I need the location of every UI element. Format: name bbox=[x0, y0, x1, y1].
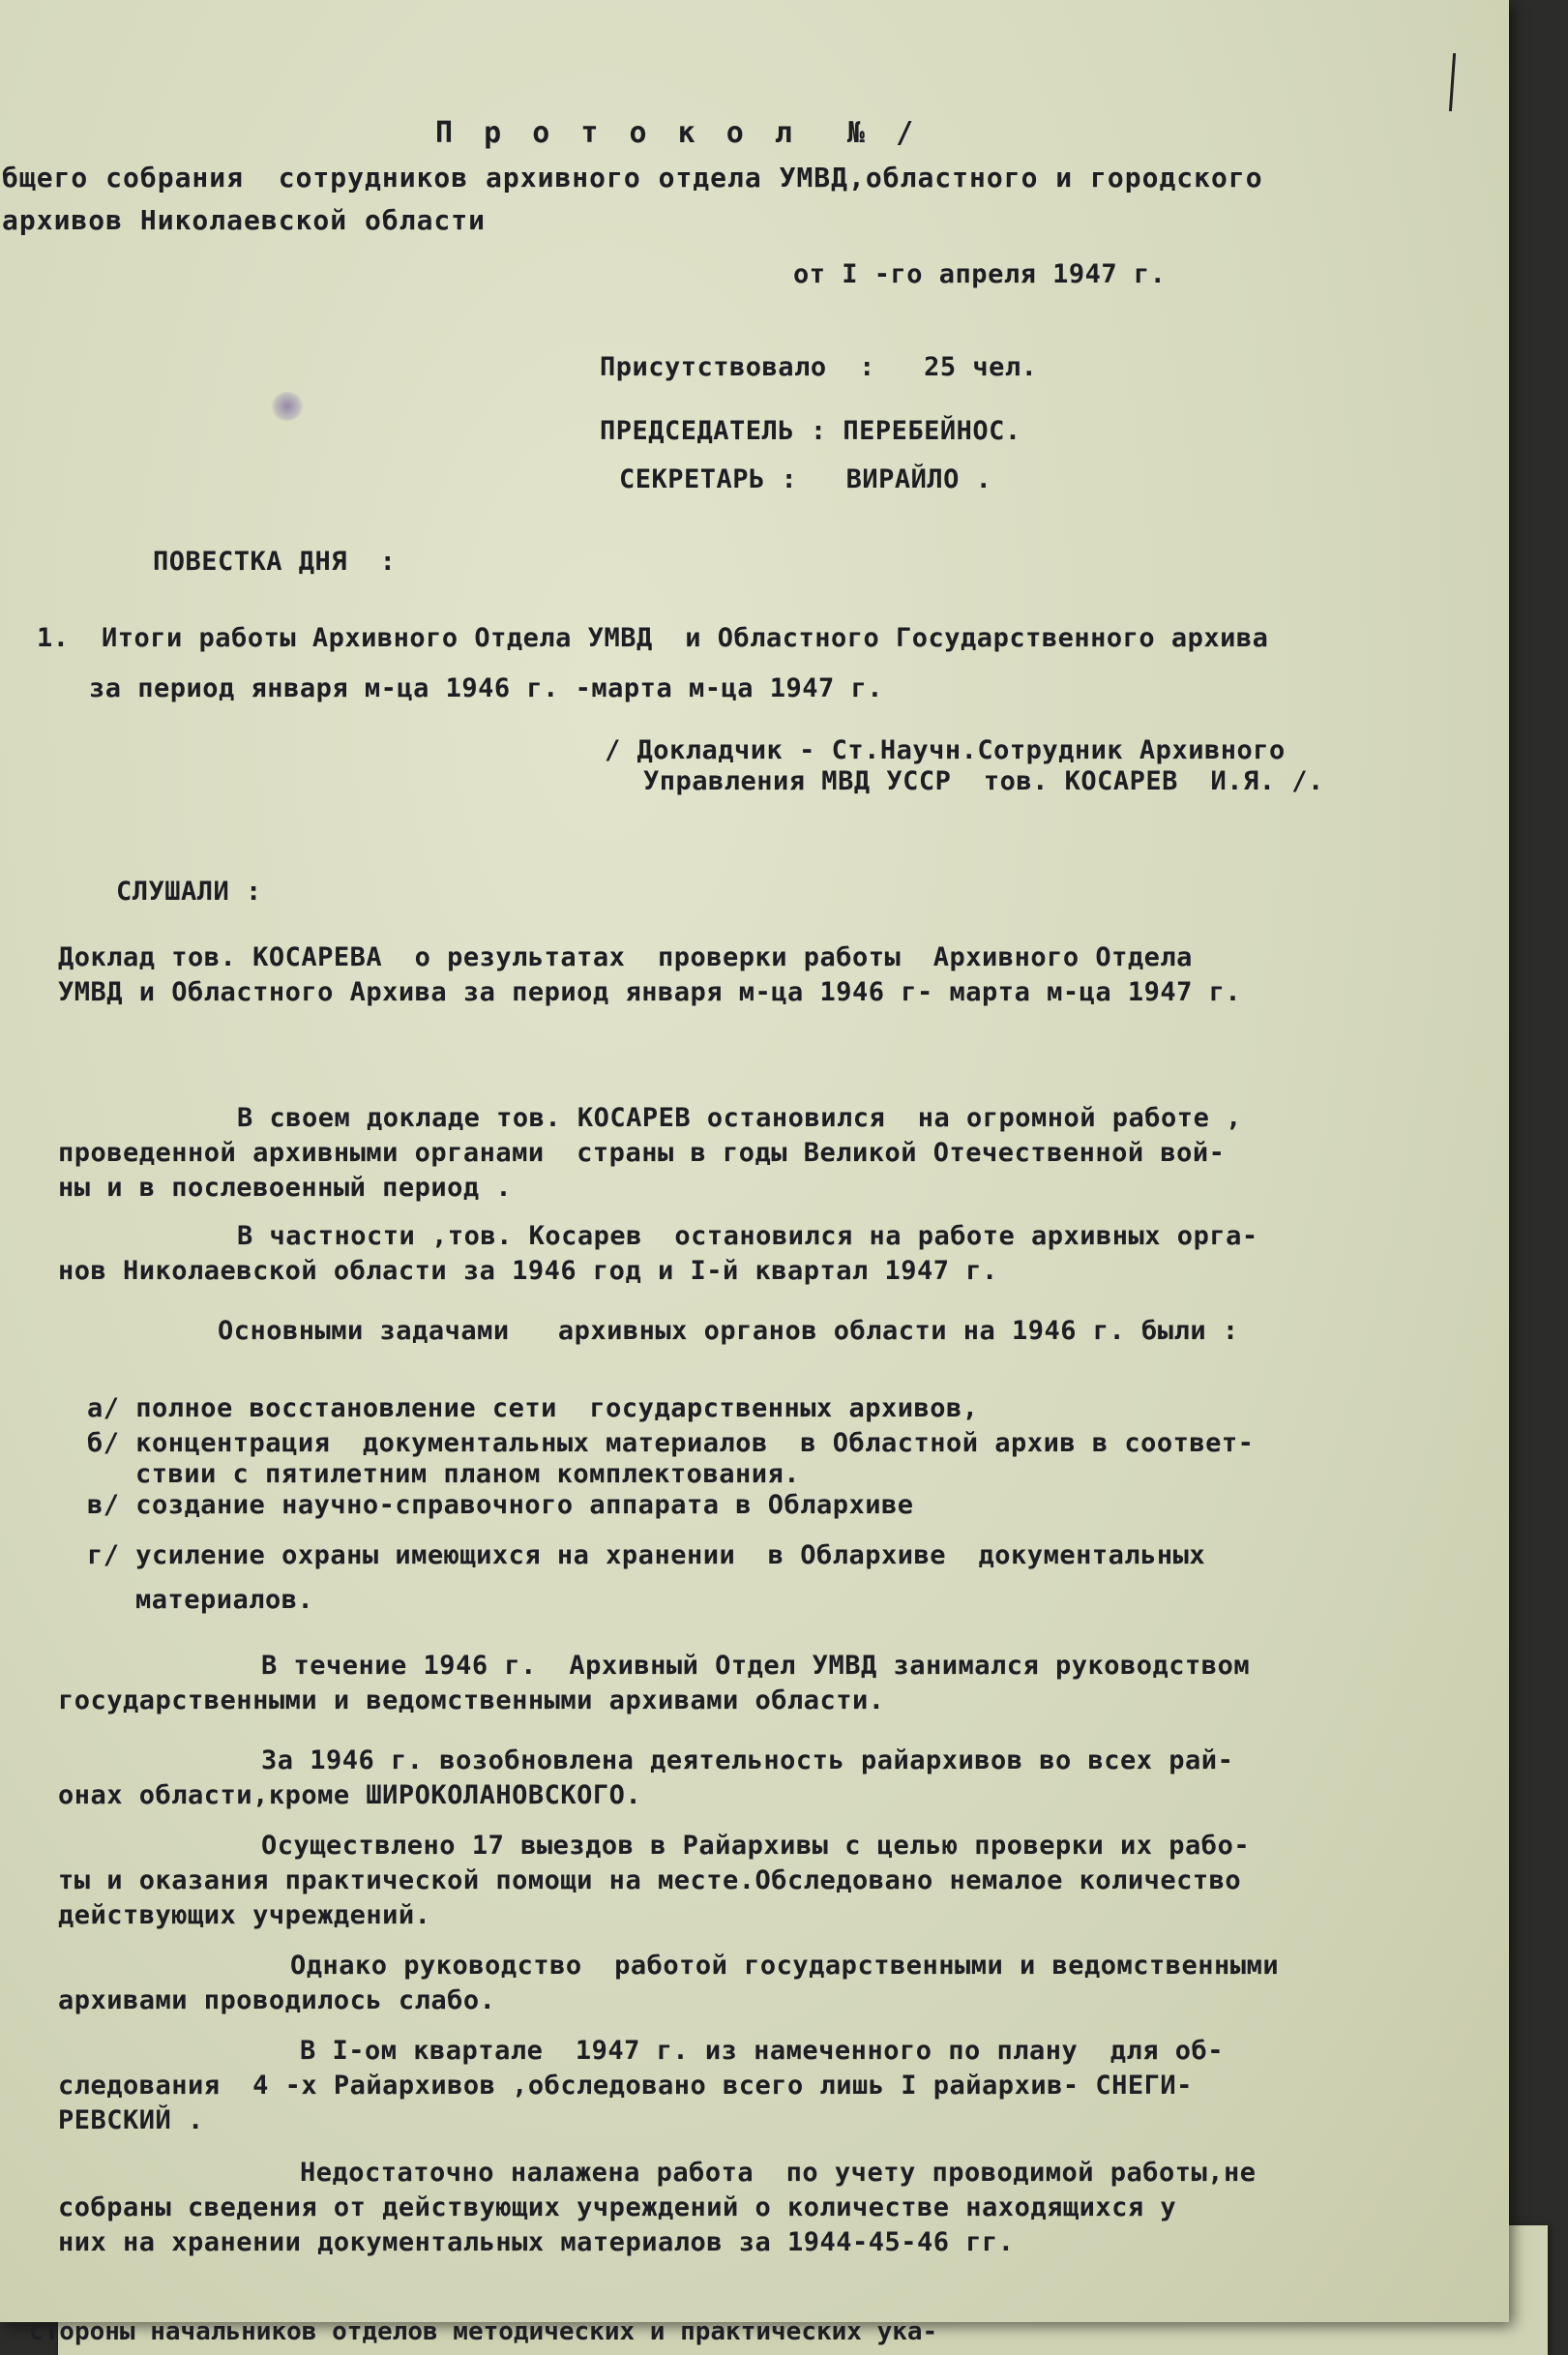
body-line: РЕВСКИЙ . bbox=[58, 2105, 204, 2135]
agenda-item-1-line-2: за период января м-ца 1946 г. -марта м-ца 1947 г. bbox=[89, 673, 884, 703]
cut-off-bottom-line: стороны начальников отделов методических и практических ука- bbox=[29, 2317, 938, 2346]
body-line: В частности ,тов. Косарев остановился на работе архивных орга- bbox=[237, 1221, 1258, 1251]
body-line: них на хранении документальных материалов за 1944-45-46 гг. bbox=[58, 2227, 1015, 2257]
document-title: П р о т о к о л № / bbox=[435, 116, 921, 150]
agenda-item-1-line-1: 1. Итоги работы Архивного Отдела УМВД и Областного Государственного архива bbox=[37, 623, 1269, 653]
body-line: действующих учреждений. bbox=[58, 1900, 431, 1930]
ink-smudge bbox=[271, 392, 304, 421]
body-line: В течение 1946 г. Архивный Отдел УМВД занимался руководством bbox=[261, 1651, 1251, 1681]
body-line: Осуществлено 17 выездов в Райархивы с целью проверки их рабо- bbox=[261, 1831, 1251, 1861]
pen-mark bbox=[1449, 53, 1456, 111]
speaker-line-1: / Докладчик - Ст.Научн.Сотрудник Архивного bbox=[605, 735, 1286, 765]
body-line: ны и в послевоенный период . bbox=[58, 1173, 513, 1203]
list-item-c: в/ создание научно-справочного аппарата в Облархиве bbox=[87, 1490, 914, 1520]
heard-heading: СЛУШАЛИ : bbox=[116, 877, 262, 907]
heard-line-2: УМВД и Областного Архива за период января м-ца 1946 г- марта м-ца 1947 г. bbox=[58, 977, 1242, 1007]
list-item-d-cont: материалов. bbox=[135, 1585, 314, 1615]
secretary: СЕКРЕТАРЬ : ВИРАЙЛО . bbox=[619, 464, 992, 494]
body-line: государственными и ведомственными архивами области. bbox=[58, 1685, 885, 1715]
document-date: от I -го апреля 1947 г. bbox=[793, 259, 1167, 289]
body-line: следования 4 -х Райархивов ,обследовано всего лишь I райархив- СНЕГИ- bbox=[58, 2071, 1193, 2101]
list-item-d: г/ усиление охраны имеющихся на хранении в Облархиве документальных bbox=[87, 1540, 1206, 1570]
document-subtitle-line-2: архивов Николаевской области bbox=[2, 204, 487, 236]
body-line: нов Николаевской области за 1946 год и I-й квартал 1947 г. bbox=[58, 1256, 998, 1286]
attendance-count: Присутствовало : 25 чел. bbox=[600, 352, 1038, 382]
list-item-a: а/ полное восстановление сети государственных архивов, bbox=[87, 1393, 979, 1423]
agenda-heading: ПОВЕСТКА ДНЯ : bbox=[153, 547, 397, 577]
body-line: ты и оказания практической помощи на месте.Обследовано немалое количество bbox=[58, 1865, 1242, 1895]
speaker-line-2: Управления МВД УССР тов. КОСАРЕВ И.Я. /. bbox=[643, 766, 1324, 796]
body-line: проведенной архивными органами страны в годы Великой Отечественной вой- bbox=[58, 1138, 1226, 1168]
body-line: Основными задачами архивных органов области на 1946 г. были : bbox=[218, 1316, 1239, 1346]
list-item-b: б/ концентрация документальных материалов в Областной архив в соответ- bbox=[87, 1428, 1255, 1458]
heard-line-1: Доклад тов. КОСАРЕВА о результатах проверки работы Архивного Отдела bbox=[58, 942, 1193, 972]
body-line: собраны сведения от действующих учреждений о количестве находящихся у bbox=[58, 2192, 1177, 2222]
body-line: архивами проводилось слабо. bbox=[58, 1985, 496, 2015]
body-line: За 1946 г. возобновлена деятельность райархивов во всех рай- bbox=[261, 1745, 1234, 1775]
body-line: В своем докладе тов. КОСАРЕВ остановился на огромной работе , bbox=[237, 1103, 1242, 1133]
chairman: ПРЕДСЕДАТЕЛЬ : ПЕРЕБЕЙНОС. bbox=[600, 416, 1021, 446]
list-item-b-cont: ствии с пятилетним планом комплектования. bbox=[135, 1459, 800, 1489]
document-subtitle-line-1: бщего собрания сотрудников архивного отдела УМВД,областного и городского bbox=[2, 162, 1263, 194]
body-line: Однако руководство работой государственными и ведомственными bbox=[290, 1951, 1280, 1981]
body-line: Недостаточно налажена работа по учету проводимой работы,не bbox=[300, 2158, 1257, 2188]
body-line: В I-ом квартале 1947 г. из намеченного по плану для об- bbox=[300, 2036, 1225, 2066]
body-line: онах области,кроме ШИРОКОЛАНОВСКОГО. bbox=[58, 1780, 642, 1810]
